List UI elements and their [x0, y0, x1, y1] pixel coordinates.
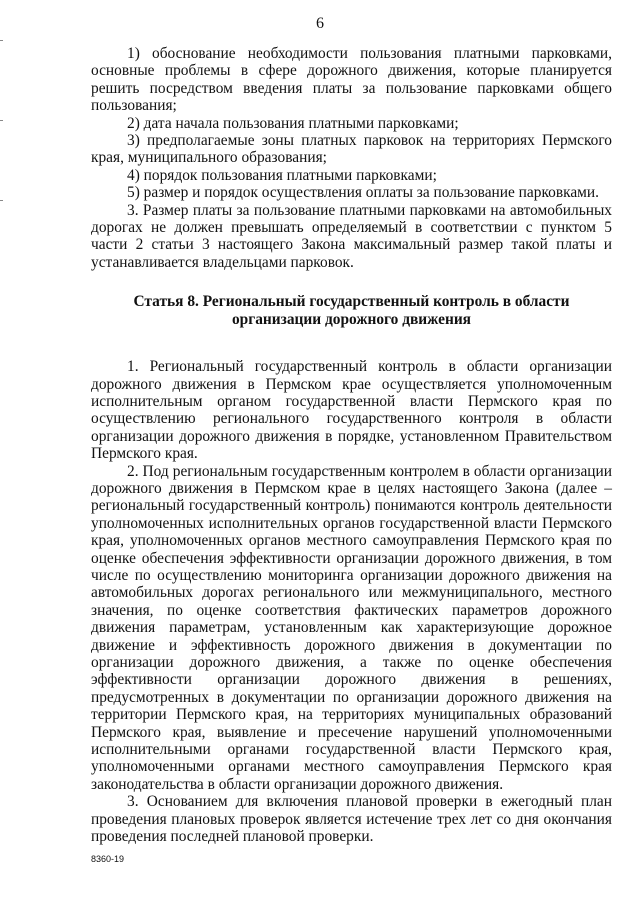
list-item-2: 2) дата начала пользования платными парковками; [127, 114, 459, 132]
document-body [91, 45, 612, 845]
document-code: 8360-19 [91, 854, 125, 864]
article-8-title-line-2: организации дорожного движения [231, 310, 472, 328]
article-8-paragraph-3: 3. Основанием для включения плановой проверки в ежегодный план проведения плановых проверок является истечение трех лет со дня окончания проведения последней плановой проверки. [91, 793, 612, 846]
page-number: 6 [316, 15, 324, 32]
list-item-5: 5) размер и порядок осуществления оплаты за пользование парковками. [127, 184, 600, 202]
list-item-4: 4) порядок пользования платными парковками; [127, 166, 437, 184]
list-item-1: 1) обоснование необходимости пользования платными парковками, основные проблемы в сфере дорожного движения, которые планируется решить посредством введения платы за пользование парковками общего пользования; [91, 45, 612, 115]
article-8-paragraph-2: 2. Под региональным государственным контролем в области организации дорожного движения в Пермском крае в целях настоящего Закона (далее – региональный государственный контроль) понимаются контроль деятельности уполномоченных исполнительных органов государственной власти Пермского края, уполномоченных органов местного самоуправления Пермского края по оценке обеспечения эффективности организации дорожного движения, в том числе по осуществлению мониторинга организации дорожного движения на автомобильных дорогах регионального или межмуниципального, местного значения, по оценке соответствия фактических параметров дорожного движения параметрам, установленным как характеризующие дорожное движение и эффективность дорожного движения в документации по организации дорожного движения, а также по оценке обеспечения эффективности организации дорожного движения в решениях, предусмотренных в документации по организации дорожного движения на территории Пермского края, на территориях муниципальных образований Пермского края, выявление и пресечение нарушений уполномоченными исполнительными органами государственной власти Пермского края, уполномоченными органами местного самоуправления Пермского края законодательства в области организации дорожного движения. [91, 462, 612, 793]
list-item-3: 3) предполагаемые зоны платных парковок на территориях Пермского края, муниципального образования; [91, 132, 612, 167]
margin-mark [0, 120, 3, 121]
article-8-title [91, 293, 612, 328]
paragraph-3-parking-fee: 3. Размер платы за пользование платными парковками на автомобильных дорогах не должен превышать определяемый в соответствии с пунктом 5 части 2 статьи 3 настоящего Закона максимальный размер такой платы и устанавливается владельцами парковок. [91, 201, 612, 271]
article-8-title-line-1: Статья 8. Региональный государственный контроль в области [133, 293, 570, 311]
margin-mark [0, 40, 3, 41]
margin-mark [0, 200, 3, 201]
article-8-paragraph-1: 1. Региональный государственный контроль в области организации дорожного движения в Пермском крае осуществляется уполномоченным исполнительным органом государственной власти Пермского края по осуществлению регионального государственного контроля в области организации дорожного движения в порядке, установленном Правительством Пермского края. [91, 358, 612, 463]
